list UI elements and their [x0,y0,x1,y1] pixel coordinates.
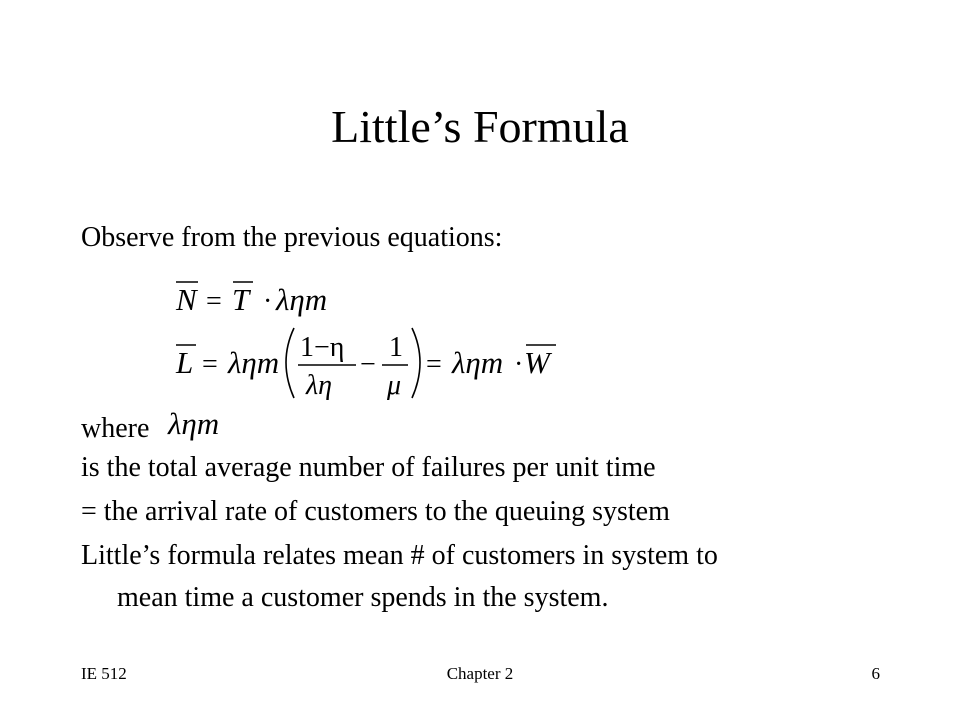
minus-sign: − [360,349,376,380]
left-paren [286,328,294,398]
definition-line-1: is the total average number of failures per unit time [81,452,656,483]
dot-operator: · [514,349,524,380]
definition-line-2: = the arrival rate of customers to the queuing system [81,496,670,527]
footer-course: IE 512 [81,664,127,683]
n-symbol: N [176,282,197,317]
equals-sign: = [206,286,222,317]
equation-n-bar [170,272,390,322]
equals-sign-2: = [426,349,442,380]
rate-expression: ληm [168,406,220,441]
equals-sign: = [202,349,218,380]
dot-operator: · [263,286,273,317]
fraction2-numerator: 1 [389,332,403,363]
right-paren [412,328,420,398]
rate-expression: ληm [228,345,280,380]
t-symbol: T [232,282,250,317]
where-label: where [81,413,150,444]
littles-formula-line-1: Little’s formula relates mean # of customers in system to [81,540,718,571]
where-expression [164,406,244,446]
w-symbol: W [524,345,550,380]
rate-expression-2: ληm [452,345,504,380]
fraction1-denominator: λη [306,370,333,401]
fraction2-denominator: μ [387,370,402,401]
footer-chapter: Chapter 2 [446,664,514,683]
fraction1-numerator: 1−η [300,332,345,363]
rate-expression: ληm [276,282,328,317]
intro-text: Observe from the previous equations: [81,222,503,253]
slide-title: Little’s Formula [331,101,629,152]
footer-page-number: 6 [871,664,880,683]
equation-l-bar [170,322,570,402]
littles-formula-line-2: mean time a customer spends in the system. [117,582,609,613]
l-symbol: L [176,345,194,380]
